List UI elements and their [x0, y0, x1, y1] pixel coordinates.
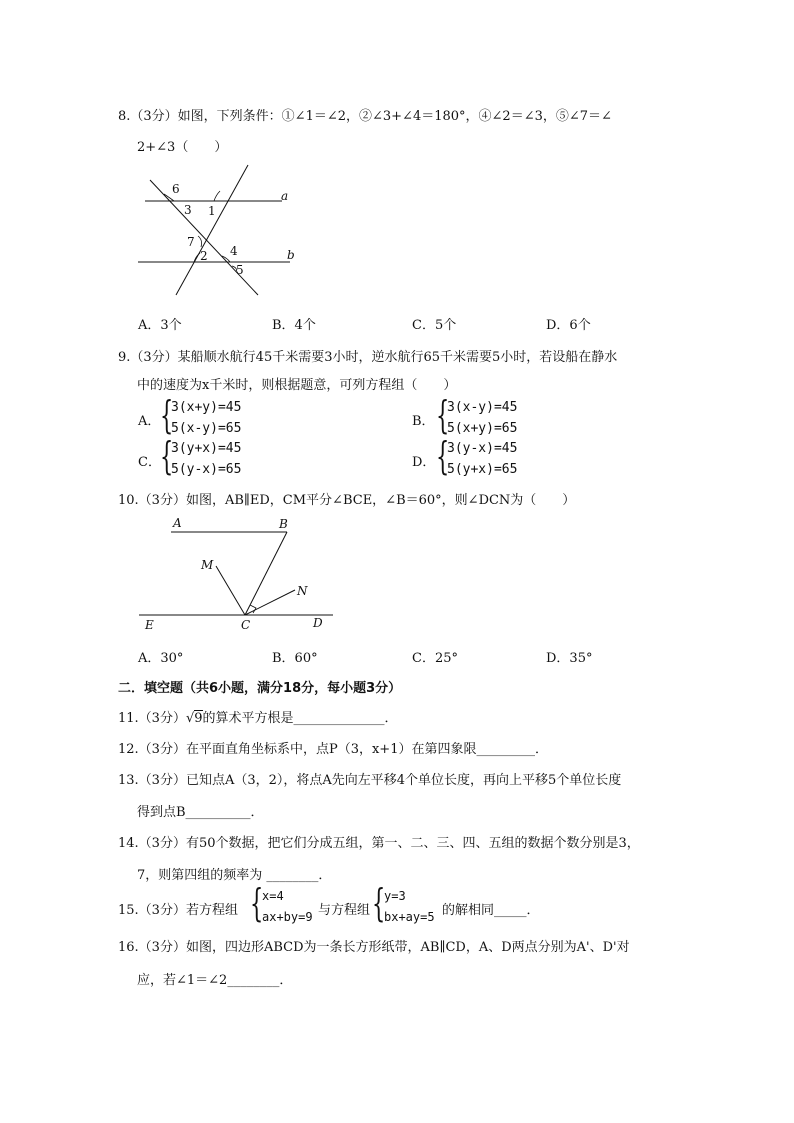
equation: 5(x+y)=65 — [447, 421, 518, 436]
q9-option-a-system — [171, 397, 241, 439]
q8-label-3: 3 — [184, 203, 192, 217]
q10-option-d: D．35° — [546, 651, 593, 666]
q13-line2: 得到点B__________． — [137, 805, 264, 820]
equation: 3(y-x)=45 — [447, 441, 518, 456]
q10-option-b: B．60° — [272, 651, 318, 666]
segment-cm — [216, 566, 245, 615]
q10-label-n: N — [297, 584, 308, 598]
q8-label-1: 1 — [208, 204, 216, 218]
q9-option-c-label: C． — [138, 455, 161, 470]
equation: x=4 — [262, 889, 284, 903]
q8-option-b: B．4个 — [272, 318, 316, 333]
equation: bx+ay=5 — [384, 910, 435, 924]
q10-label-m: M — [201, 558, 214, 572]
q16-line1: 16.（3分）如图，四边形ABCD为一条长方形纸带，AB∥CD，A、D两点分别为A'、D'对 — [118, 940, 630, 955]
q8-label-b: b — [287, 248, 295, 262]
q10-label-c: C — [241, 618, 251, 632]
q8-label-2: 2 — [200, 249, 208, 263]
q8-line1: 8.（3分）如图，下列条件：①∠1＝∠2，②∠3+∠4＝180°，④∠2＝∠3，⑤∠7＝∠ — [118, 109, 612, 124]
q10-label-b: B — [279, 517, 288, 531]
q14-line2: 7，则第四组的频率为 ________． — [137, 868, 332, 883]
q8-label-5: 5 — [236, 263, 244, 277]
q10-label-d: D — [313, 616, 323, 630]
q13-line1: 13.（3分）已知点A（3，2），将点A先向左平移4个单位长度，再向上平移5个单位长度 — [118, 773, 622, 788]
q9-option-c-brace: { — [160, 434, 174, 478]
transversal-1 — [150, 180, 258, 295]
q9-option-d-label: D． — [412, 455, 436, 470]
q8-option-d: D．6个 — [546, 318, 591, 333]
equation: 5(y+x)=65 — [447, 462, 518, 477]
q11-radicand: 9 — [194, 711, 203, 726]
q15-suffix: 的解相同_____． — [442, 903, 540, 918]
q10-figure — [135, 512, 340, 632]
q8-label-4: 4 — [230, 244, 238, 258]
equation: 3(x+y)=45 — [171, 400, 242, 415]
q15-prefix: 15.（3分）若方程组 — [118, 903, 238, 918]
q11-prefix: 11.（3分） — [118, 711, 186, 726]
q14-line1: 14.（3分）有50个数据，把它们分成五组，第一、二、三、四、五组的数据个数分别是3， — [118, 836, 640, 851]
q10-option-a: A．30° — [138, 651, 184, 666]
equation: 5(y-x)=65 — [171, 462, 242, 477]
q8-label-a: a — [281, 189, 289, 203]
q12: 12.（3分）在平面直角坐标系中，点P（3，x+1）在第四象限_________． — [118, 742, 548, 757]
q8-label-6: 6 — [172, 182, 180, 196]
q9-option-c-system — [171, 438, 241, 480]
q8-option-c: C．5个 — [412, 318, 457, 333]
q9-option-a-label: A． — [138, 414, 161, 429]
q15-system-2 — [384, 886, 435, 928]
q15-system-1 — [262, 886, 313, 928]
segment-bc — [245, 532, 287, 615]
q8-label-7: 7 — [187, 235, 195, 249]
section-2-title: 二．填空题（共6小题，满分18分，每小题3分） — [118, 681, 402, 696]
q9-option-b-label: B． — [412, 414, 435, 429]
q10-line1: 10.（3分）如图，AB∥ED，CM平分∠BCE，∠B＝60°，则∠DCN为（ ） — [118, 493, 576, 508]
q8-line2: 2+∠3（ ） — [137, 140, 228, 155]
sqrt-sign: √ — [185, 711, 195, 726]
equation: 3(y+x)=45 — [171, 441, 242, 456]
q10-label-a: A — [173, 516, 182, 530]
q9-option-d-brace: { — [436, 434, 450, 478]
q8-figure — [130, 160, 300, 300]
q16-line2: 应，若∠1＝∠2________． — [137, 973, 293, 988]
segment-cn — [245, 590, 295, 615]
q15-brace-2: { — [372, 881, 386, 925]
q10-label-e: E — [145, 618, 154, 632]
equation: 5(x-y)=65 — [171, 421, 242, 436]
q11 — [118, 707, 398, 726]
q9-option-d-system — [447, 438, 517, 480]
q9-option-a-brace: { — [160, 393, 174, 437]
q8-option-a: A．3个 — [138, 318, 182, 333]
equation: 3(x-y)=45 — [447, 400, 518, 415]
q9-line2: 中的速度为x千米时，则根据题意，可列方程组（ ） — [137, 378, 457, 393]
equation: ax+by=9 — [262, 910, 313, 924]
equation: y=3 — [384, 889, 406, 903]
q10-option-c: C．25° — [412, 651, 458, 666]
q9-option-b-brace: { — [436, 393, 450, 437]
q15-middle: 与方程组 — [318, 903, 371, 918]
q11-suffix: 的算术平方根是______________． — [202, 711, 398, 726]
q15-brace-1: { — [250, 881, 264, 925]
q9-line1: 9.（3分）某船顺水航行45千米需要3小时，逆水航行65千米需要5小时，若设船在静水 — [118, 350, 618, 365]
q9-option-b-system — [447, 397, 517, 439]
